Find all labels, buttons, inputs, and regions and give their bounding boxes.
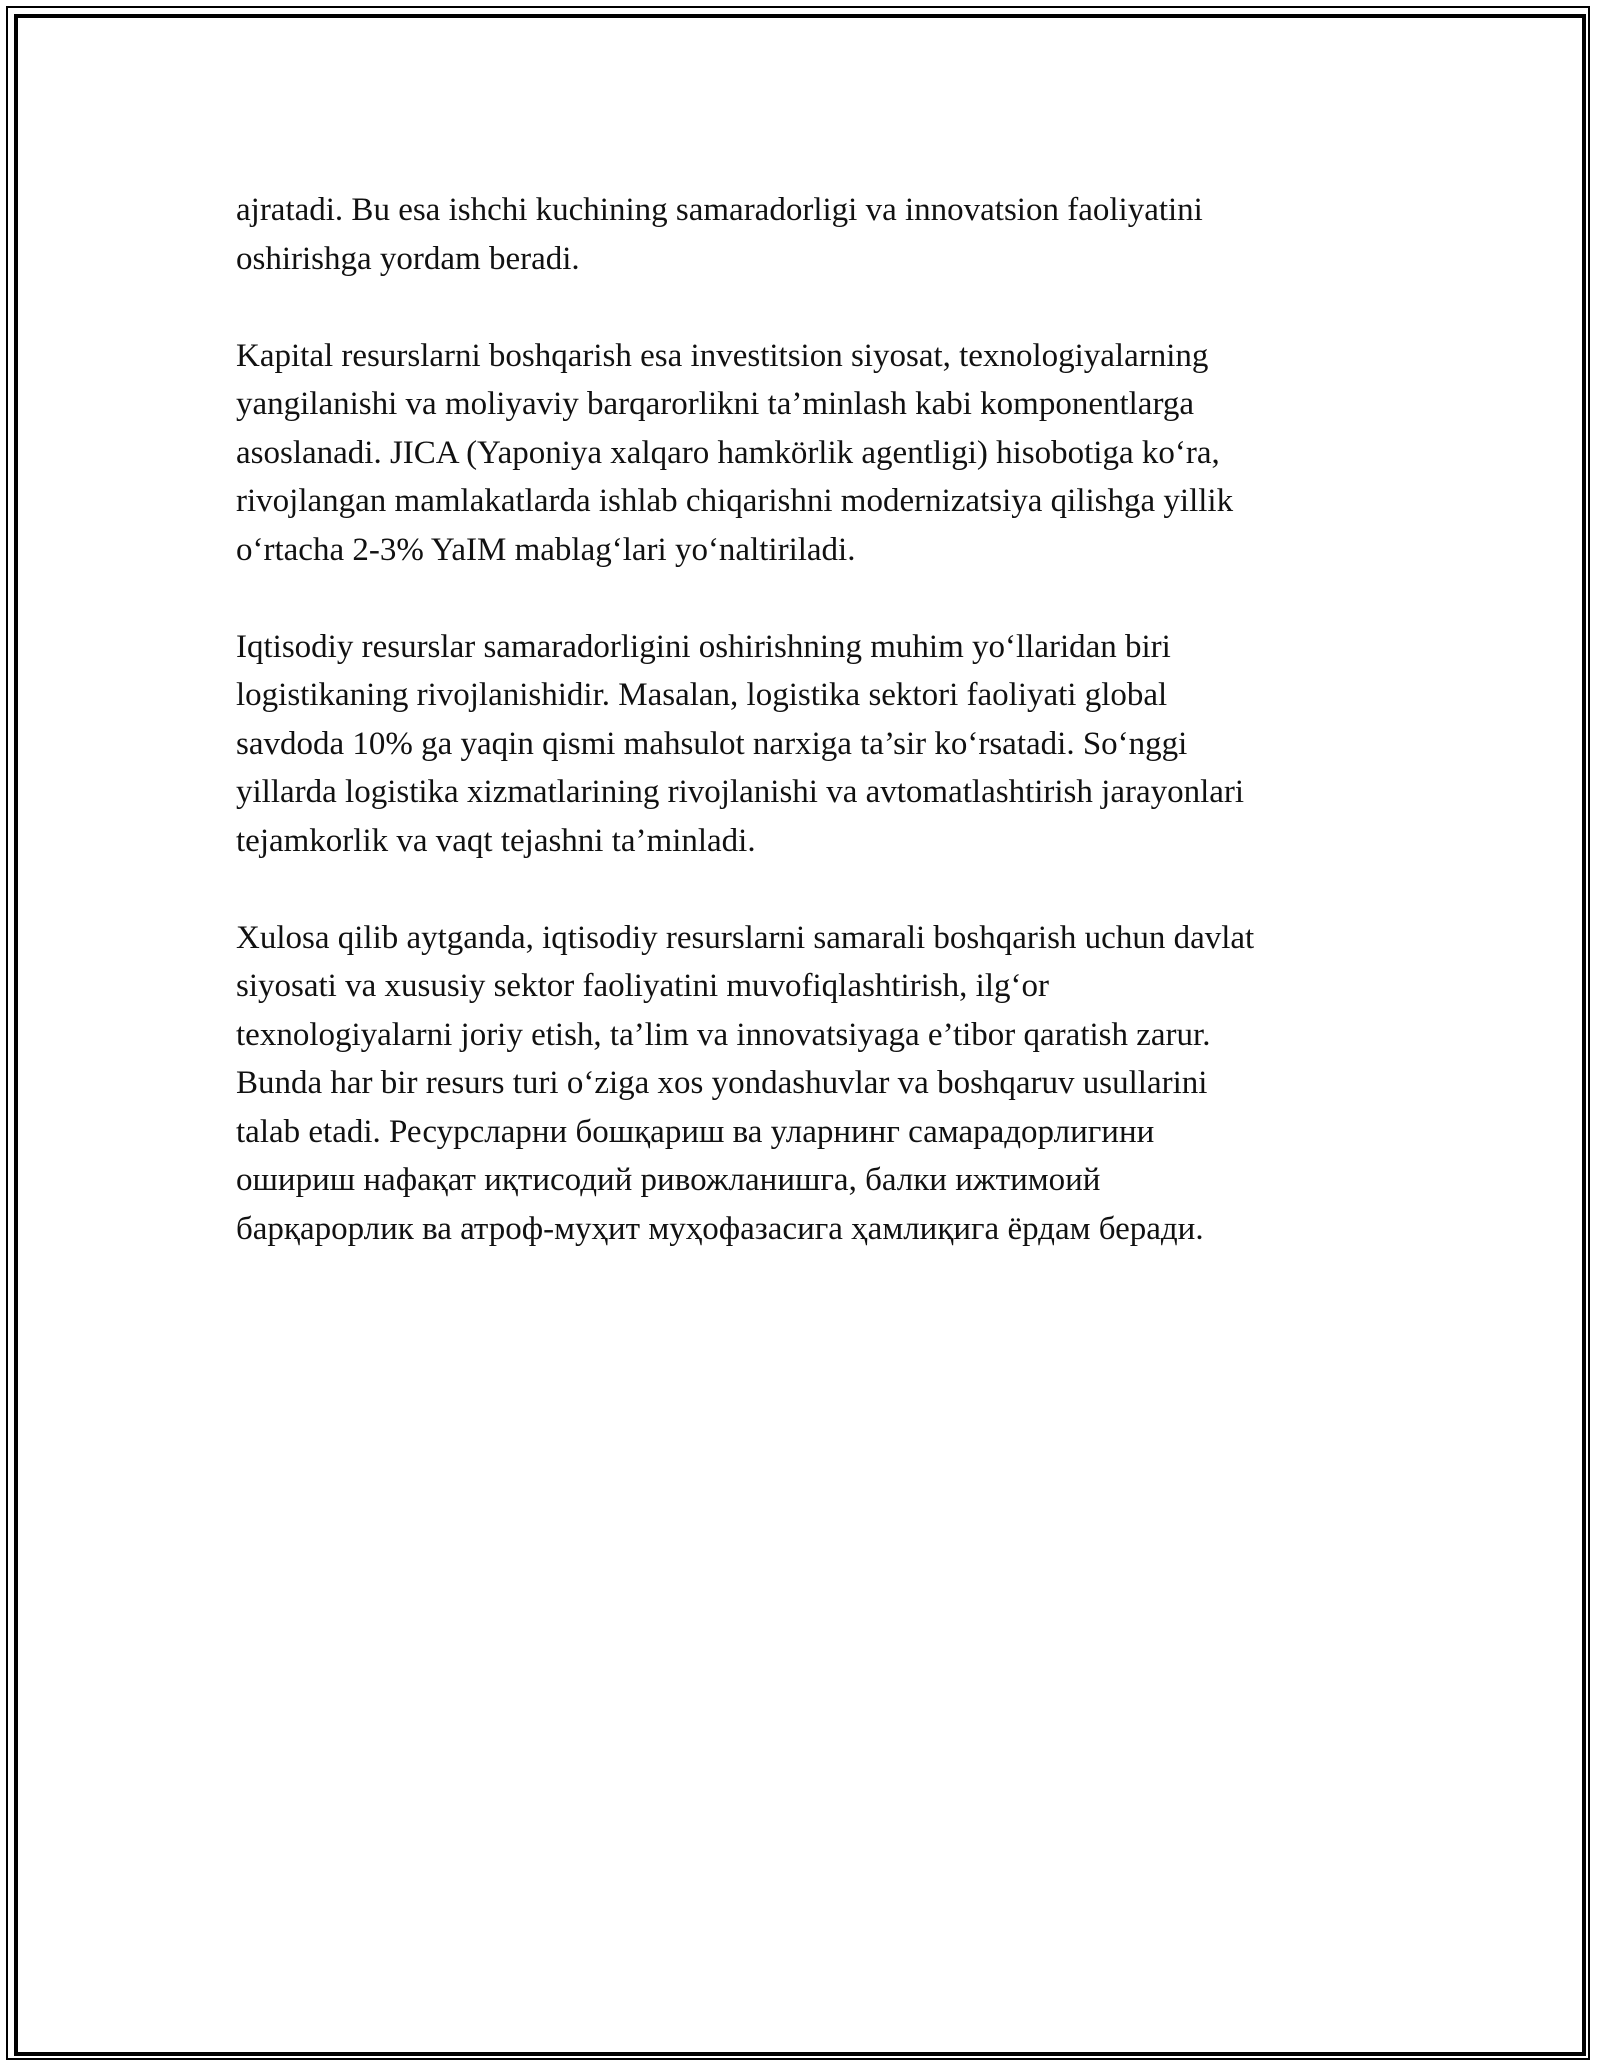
paragraph-3 — [236, 623, 1376, 866]
paragraph-4 — [236, 914, 1376, 1254]
text-line: ошириш нафақат иқтисодий ривожланишга, балки ижтимоий — [236, 1162, 1101, 1198]
text-line: ajratadi. Bu esa ishchi kuchining samaradorligi va innovatsion faoliyatini — [236, 192, 1203, 228]
text-line: Xulosa qilib aytganda, iqtisodiy resurslarni samarali boshqarish uchun davlat — [236, 919, 1255, 956]
text-line: Kapital resurslarni boshqarish esa investitsion siyosat, texnologiyalarning — [236, 337, 1209, 374]
text-line: rivojlangan mamlakatlarda ishlab chiqarishni modernizatsiya qilishga yillik — [236, 483, 1234, 519]
text-line: барқарорлик ва атроф-муҳит муҳофазасига ҳамлиқига ёрдам беради. — [236, 1210, 1204, 1247]
text-line: Bunda har bir resurs turi o‘ziga xos yondashuvlar va boshqaruv usullarini — [236, 1065, 1208, 1101]
text-line: texnologiyalarni joriy etish, ta’lim va innovatsiyaga e’tibor qaratish zarur. — [236, 1016, 1211, 1053]
document-body — [236, 186, 1376, 1302]
paragraph-1 — [236, 186, 1376, 283]
text-line: o‘rtacha 2-3% YaIM mablag‘lari yo‘naltiriladi. — [236, 531, 856, 568]
text-line: talab etadi. Ресурсларни бошқариш ва уларнинг самарадорлигини — [236, 1113, 1155, 1150]
text-line: Iqtisodiy resurslar samaradorligini oshirishning muhim yo‘llaridan biri — [236, 628, 1171, 665]
text-line: yillarda logistika xizmatlarining rivojlanishi va avtomatlashtirish jarayonlari — [236, 774, 1245, 810]
text-line: siyosati va xususiy sektor faoliyatini muvofiqlashtirish, ilg‘or — [236, 968, 1049, 1004]
text-line: savdoda 10% ga yaqin qismi mahsulot narxiga ta’sir ko‘rsatadi. So‘nggi — [236, 725, 1188, 762]
paragraph-2 — [236, 332, 1376, 575]
text-line: yangilanishi va moliyaviy barqarorlikni ta’minlash kabi komponentlarga — [236, 386, 1194, 422]
text-line: logistikaning rivojlanishidir. Masalan, logistika sektori faoliyati global — [236, 677, 1168, 713]
text-line: tejamkorlik va vaqt tejashni ta’minladi. — [236, 822, 756, 859]
text-line: asoslanadi. JICA (Yaponiya xalqaro hamkörlik agentligi) hisobotiga ko‘ra, — [236, 434, 1220, 471]
text-line: oshirishga yordam beradi. — [236, 240, 580, 277]
